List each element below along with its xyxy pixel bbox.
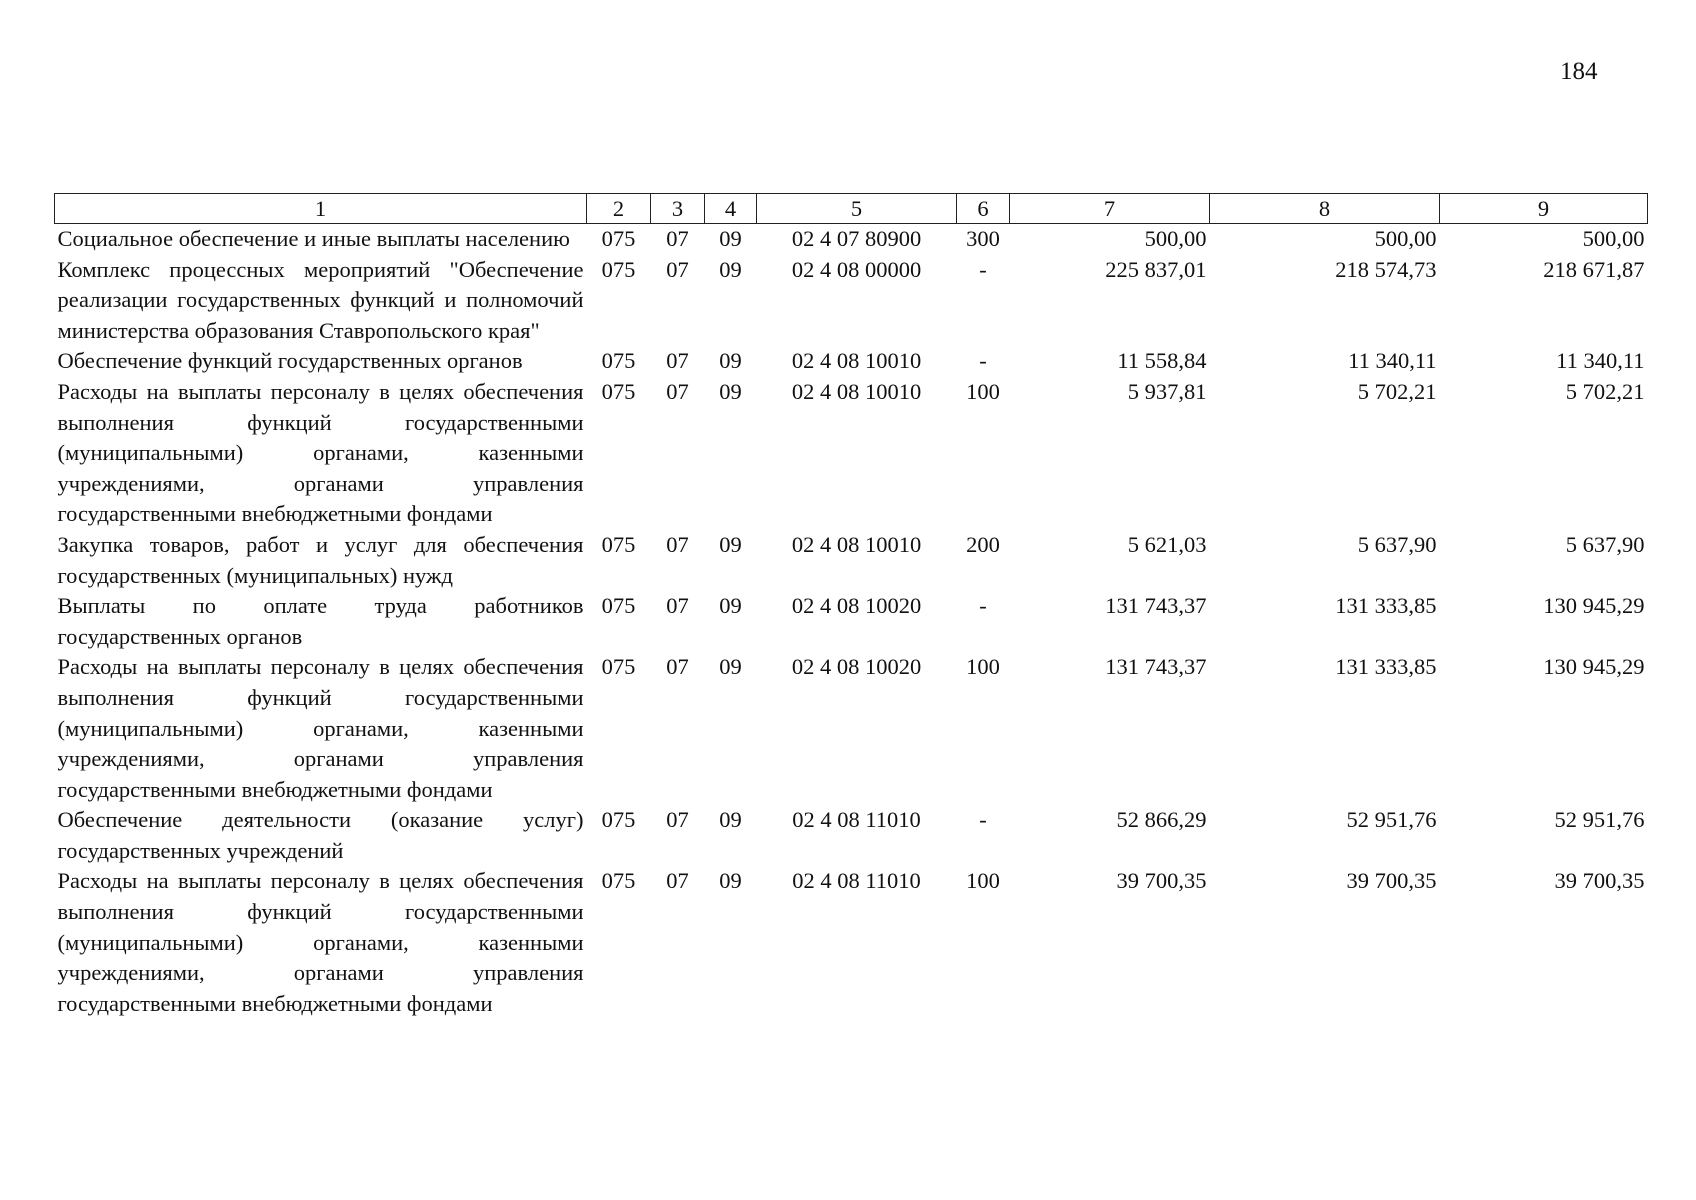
subsection-cell: 09 [719,378,742,404]
ministry-code-cell: 075 [601,256,636,282]
subsection-cell: 09 [719,226,742,251]
expense-type-cell: 100 [966,868,1000,894]
amount-year1-cell: 131 743,37 [1105,593,1207,619]
table-row [55,805,1648,866]
amount-year2-cell: 5 637,90 [1357,531,1437,557]
table-row [55,224,1648,255]
subsection-cell: 09 [719,807,742,833]
expense-name-cell: Расходы на выплаты персоналу в целях обеспечения выполнения функций государственными (муниципальными) органами, казенными учреждениями, органами управления государственными внебюджетными фондами [57,654,584,802]
ministry-code-cell: 075 [601,654,636,680]
ministry-code-cell: 075 [601,531,636,557]
expense-type-cell: - [979,593,987,619]
expense-type-cell: - [979,348,987,374]
section-cell: 07 [666,256,689,282]
header-cell: 9 [1440,194,1648,224]
table-row [55,652,1648,805]
budget-table [54,193,1648,1019]
amount-year2-cell: 500,00 [1374,226,1437,251]
header-cell: 6 [957,194,1010,224]
amount-year3-cell: 500,00 [1582,226,1645,251]
amount-year2-cell: 11 340,11 [1348,348,1437,374]
amount-year1-cell: 11 558,84 [1117,348,1207,374]
target-article-cell: 02 4 08 10010 [791,348,922,374]
amount-year3-cell: 218 671,87 [1543,256,1645,282]
expense-type-cell: 100 [966,654,1000,680]
amount-year2-cell: 5 702,21 [1357,378,1437,404]
ministry-code-cell: 075 [601,593,636,619]
section-cell: 07 [666,593,689,619]
table-body [55,224,1648,1020]
header-cell: 3 [651,194,705,224]
amount-year3-cell: 11 340,11 [1556,348,1645,374]
subsection-cell: 09 [719,593,742,619]
amount-year2-cell: 218 574,73 [1335,256,1437,282]
target-article-cell: 02 4 08 11010 [792,807,921,833]
amount-year1-cell: 5 621,03 [1127,531,1207,557]
ministry-code-cell: 075 [601,348,636,374]
amount-year3-cell: 39 700,35 [1554,868,1645,894]
ministry-code-cell: 075 [601,226,636,251]
ministry-code-cell: 075 [601,378,636,404]
amount-year1-cell: 225 837,01 [1105,256,1207,282]
target-article-cell: 02 4 08 00000 [791,256,922,282]
target-article-cell: 02 4 07 80900 [791,226,922,251]
table-row [55,346,1648,377]
expense-name-cell: Расходы на выплаты персоналу в целях обеспечения выполнения функций государственными (муниципальными) органами, казенными учреждениями, органами управления государственными внебюджетными фондами [57,868,584,1016]
expense-type-cell: 300 [966,226,1000,251]
header-cell: 1 [55,194,587,224]
header-cell: 8 [1210,194,1440,224]
amount-year2-cell: 52 951,76 [1346,807,1437,833]
expense-type-cell: 100 [966,378,1000,404]
section-cell: 07 [666,378,689,404]
amount-year1-cell: 39 700,35 [1116,868,1207,894]
subsection-cell: 09 [719,256,742,282]
section-cell: 07 [666,348,689,374]
amount-year1-cell: 5 937,81 [1127,378,1207,404]
expense-name-cell: Социальное обеспечение и иные выплаты населению [57,226,570,251]
amount-year3-cell: 130 945,29 [1543,654,1645,680]
expense-name-cell: Обеспечение деятельности (оказание услуг) государственных учреждений [57,807,584,863]
subsection-cell: 09 [719,348,742,374]
amount-year1-cell: 500,00 [1144,226,1207,251]
section-cell: 07 [666,807,689,833]
amount-year3-cell: 5 637,90 [1565,531,1645,557]
amount-year3-cell: 5 702,21 [1565,378,1645,404]
ministry-code-cell: 075 [601,807,636,833]
amount-year2-cell: 131 333,85 [1335,593,1437,619]
header-cell: 5 [757,194,957,224]
section-cell: 07 [666,654,689,680]
subsection-cell: 09 [719,654,742,680]
amount-year2-cell: 39 700,35 [1346,868,1437,894]
page-number: 184 [1560,58,1598,85]
expense-name-cell: Выплаты по оплате труда работников государственных органов [57,593,584,649]
target-article-cell: 02 4 08 10020 [791,593,922,619]
header-cell: 7 [1010,194,1210,224]
target-article-cell: 02 4 08 10010 [791,378,922,404]
amount-year2-cell: 131 333,85 [1335,654,1437,680]
expense-name-cell: Обеспечение функций государственных органов [57,348,523,374]
subsection-cell: 09 [719,868,742,894]
table-row [55,255,1648,347]
amount-year3-cell: 52 951,76 [1554,807,1645,833]
header-cell: 2 [587,194,651,224]
header-row [55,194,1648,224]
section-cell: 07 [666,868,689,894]
amount-year1-cell: 52 866,29 [1116,807,1207,833]
table-row [55,591,1648,652]
subsection-cell: 09 [719,531,742,557]
amount-year1-cell: 131 743,37 [1105,654,1207,680]
ministry-code-cell: 075 [601,868,636,894]
amount-year3-cell: 130 945,29 [1543,593,1645,619]
header-cell: 4 [705,194,757,224]
expense-type-cell: 200 [966,531,1000,557]
target-article-cell: 02 4 08 11010 [792,868,921,894]
table-row [55,866,1648,1019]
expense-name-cell: Комплекс процессных мероприятий "Обеспечение реализации государственных функций и полномочий министерства образования Ставропольского края" [57,256,584,343]
expense-type-cell: - [979,807,987,833]
target-article-cell: 02 4 08 10010 [791,531,922,557]
expense-name-cell: Расходы на выплаты персоналу в целях обеспечения выполнения функций государственными (муниципальными) органами, казенными учреждениями, органами управления государственными внебюджетными фондами [57,378,584,527]
section-cell: 07 [666,226,689,251]
section-cell: 07 [666,531,689,557]
table-row [55,377,1648,530]
expense-type-cell: - [979,256,987,282]
expense-name-cell: Закупка товаров, работ и услуг для обеспечения государственных (муниципальных) нужд [57,531,584,588]
table-header [55,194,1648,224]
table-row [55,530,1648,591]
target-article-cell: 02 4 08 10020 [791,654,922,680]
